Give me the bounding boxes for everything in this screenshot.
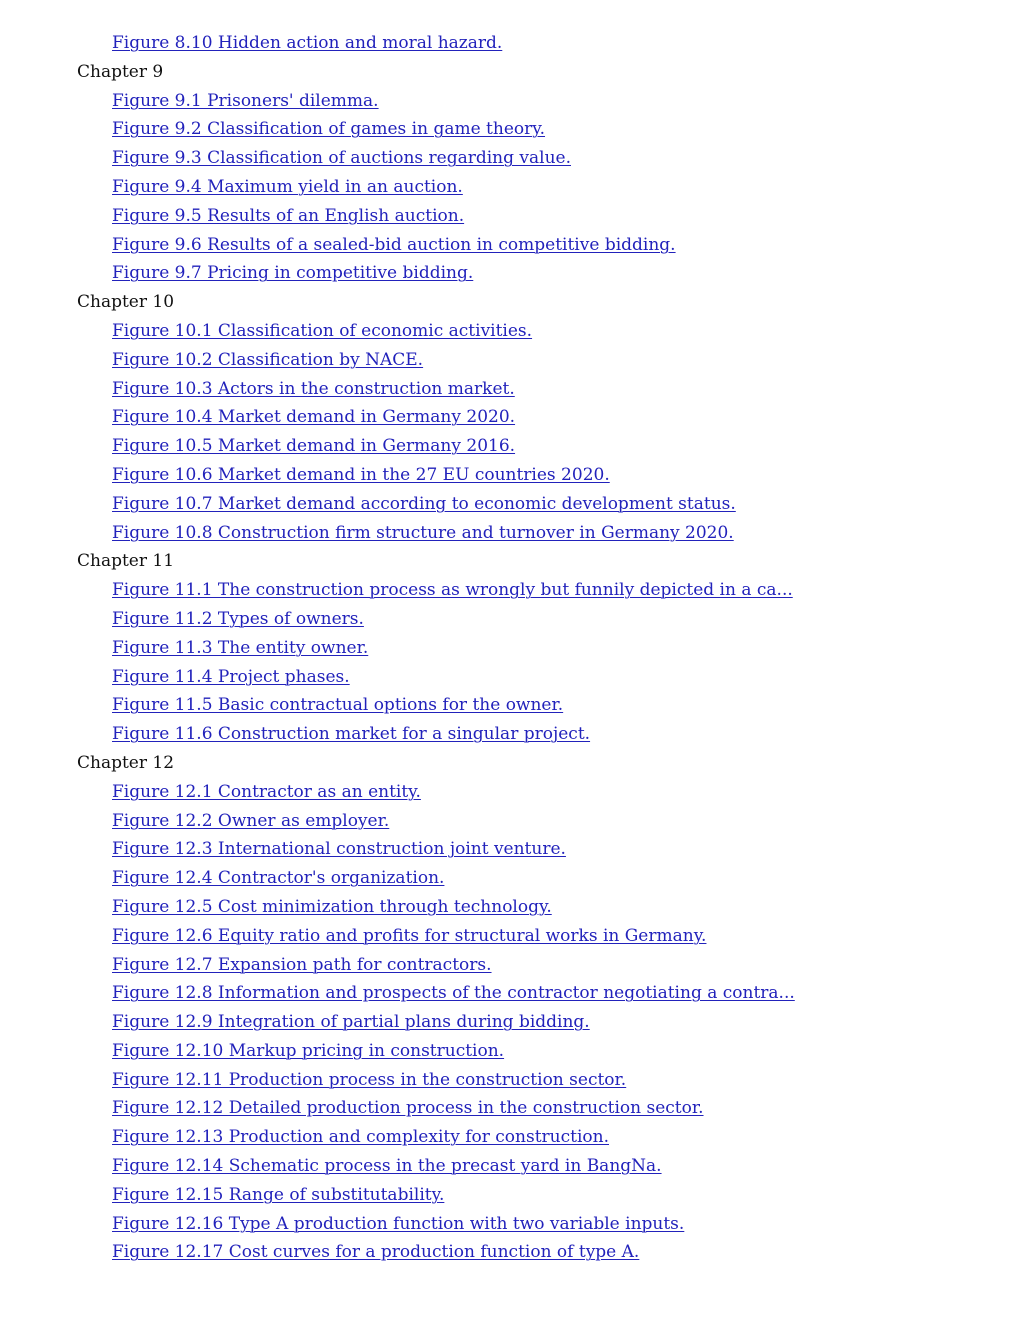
figure-list-item: [0, 29, 1020, 58]
figure-list-item: [0, 490, 1020, 519]
figure-list-item: [0, 1152, 1020, 1181]
figure-list-item: [0, 87, 1020, 116]
figure-link[interactable]: Figure 12.1 Contractor as an entity.: [112, 781, 421, 802]
figure-link[interactable]: Figure 9.7 Pricing in competitive bidding.: [112, 263, 474, 284]
figure-link[interactable]: Figure 9.4 Maximum yield in an auction.: [112, 176, 463, 197]
figure-link[interactable]: Figure 12.7 Expansion path for contractors.: [112, 954, 492, 975]
figure-list-item: [0, 691, 1020, 720]
figure-link[interactable]: Figure 9.3 Classification of auctions regarding value.: [112, 148, 571, 169]
figure-link[interactable]: Figure 12.12 Detailed production process in the construction sector.: [112, 1098, 704, 1119]
figure-list-item: [0, 432, 1020, 461]
figure-link[interactable]: Figure 8.10 Hidden action and moral hazard.: [112, 33, 503, 53]
figure-link[interactable]: Figure 12.11 Production process in the construction sector.: [112, 1069, 627, 1090]
figure-list-item: [0, 778, 1020, 807]
figure-list-item: [0, 375, 1020, 404]
figure-list-item: [0, 605, 1020, 634]
figure-list-item: [0, 403, 1020, 432]
figure-list-item: [0, 807, 1020, 836]
figure-list-item: [0, 1181, 1020, 1210]
figure-list-item: [0, 864, 1020, 893]
figure-list-item: [0, 259, 1020, 288]
figure-list-item: [0, 951, 1020, 980]
figure-list-item: [0, 893, 1020, 922]
figure-list-item: [0, 1210, 1020, 1239]
figure-list-item: [0, 1008, 1020, 1037]
figure-link[interactable]: Figure 11.5 Basic contractual options for the owner.: [112, 695, 564, 716]
figure-list-item: [0, 317, 1020, 346]
figure-link[interactable]: Figure 11.2 Types of owners.: [112, 608, 364, 629]
figure-link[interactable]: Figure 11.1 The construction process as wrongly but funnily depicted in a ca...: [112, 580, 793, 601]
figure-link[interactable]: Figure 12.17 Cost curves for a production function of type A.: [112, 1242, 640, 1263]
figure-list-item: [0, 115, 1020, 144]
figure-link[interactable]: Figure 10.5 Market demand in Germany 2016.: [112, 436, 516, 457]
chapter-heading: Chapter 10: [77, 292, 175, 313]
figure-list-item: [0, 1238, 1020, 1267]
figure-link[interactable]: Figure 12.2 Owner as employer.: [112, 810, 390, 831]
figure-link[interactable]: Figure 10.8 Construction firm structure and turnover in Germany 2020.: [112, 522, 734, 543]
figure-list-item: [0, 346, 1020, 375]
figure-link[interactable]: Figure 10.1 Classification of economic activities.: [112, 320, 533, 341]
figure-list-item: [0, 202, 1020, 231]
figure-link[interactable]: Figure 12.14 Schematic process in the precast yard in BangNa.: [112, 1156, 662, 1177]
figure-link[interactable]: Figure 12.4 Contractor's organization.: [112, 868, 445, 889]
figure-link[interactable]: Figure 11.3 The entity owner.: [112, 637, 369, 658]
figure-link[interactable]: Figure 10.4 Market demand in Germany 2020.: [112, 407, 516, 428]
figure-list-item: [0, 1037, 1020, 1066]
figure-list-item: [0, 663, 1020, 692]
figure-list-item: [0, 922, 1020, 951]
figure-list-item: [0, 173, 1020, 202]
figure-link[interactable]: Figure 11.6 Construction market for a singular project.: [112, 724, 591, 745]
figure-list-item: [0, 835, 1020, 864]
chapter-heading: Chapter 9: [77, 61, 164, 82]
figure-link[interactable]: Figure 10.7 Market demand according to economic development status.: [112, 493, 736, 514]
figure-link[interactable]: Figure 12.6 Equity ratio and profits for structural works in Germany.: [112, 925, 707, 946]
figure-list-item: [0, 1094, 1020, 1123]
figure-link[interactable]: Figure 11.4 Project phases.: [112, 666, 350, 687]
figure-link[interactable]: Figure 9.6 Results of a sealed-bid auction in competitive bidding.: [112, 234, 676, 255]
figure-link[interactable]: Figure 9.5 Results of an English auction.: [112, 205, 465, 226]
figure-list-item: [0, 231, 1020, 260]
figure-link[interactable]: Figure 10.3 Actors in the construction market.: [112, 378, 515, 399]
figure-list-item: [0, 144, 1020, 173]
figure-link[interactable]: Figure 12.5 Cost minimization through technology.: [112, 896, 552, 917]
figure-link[interactable]: Figure 9.2 Classification of games in game theory.: [112, 119, 546, 140]
figure-link[interactable]: Figure 12.3 International construction joint venture.: [112, 839, 566, 860]
figure-list-item: [0, 519, 1020, 548]
figure-list-item: [0, 576, 1020, 605]
figure-link[interactable]: Figure 12.15 Range of substitutability.: [112, 1184, 445, 1205]
chapter-heading: Chapter 12: [77, 752, 175, 773]
figure-list-item: [0, 461, 1020, 490]
figure-list-item: [0, 1066, 1020, 1095]
figure-link[interactable]: Figure 10.6 Market demand in the 27 EU countries 2020.: [112, 464, 610, 485]
figure-link[interactable]: Figure 10.2 Classification by NACE.: [112, 349, 424, 370]
chapter-heading: Chapter 11: [77, 551, 175, 572]
figure-link[interactable]: Figure 12.8 Information and prospects of the contractor negotiating a contra...: [112, 983, 795, 1004]
figure-list-item: [0, 634, 1020, 663]
figure-link[interactable]: Figure 9.1 Prisoners' dilemma.: [112, 90, 379, 111]
figure-link[interactable]: Figure 12.10 Markup pricing in construction.: [112, 1040, 505, 1061]
figure-list-item: [0, 720, 1020, 749]
figure-link[interactable]: Figure 12.16 Type A production function with two variable inputs.: [112, 1213, 685, 1234]
figure-link[interactable]: Figure 12.13 Production and complexity for construction.: [112, 1127, 609, 1148]
figure-list-item: [0, 1123, 1020, 1152]
figure-list-item: [0, 979, 1020, 1008]
figure-link[interactable]: Figure 12.9 Integration of partial plans during bidding.: [112, 1012, 590, 1033]
